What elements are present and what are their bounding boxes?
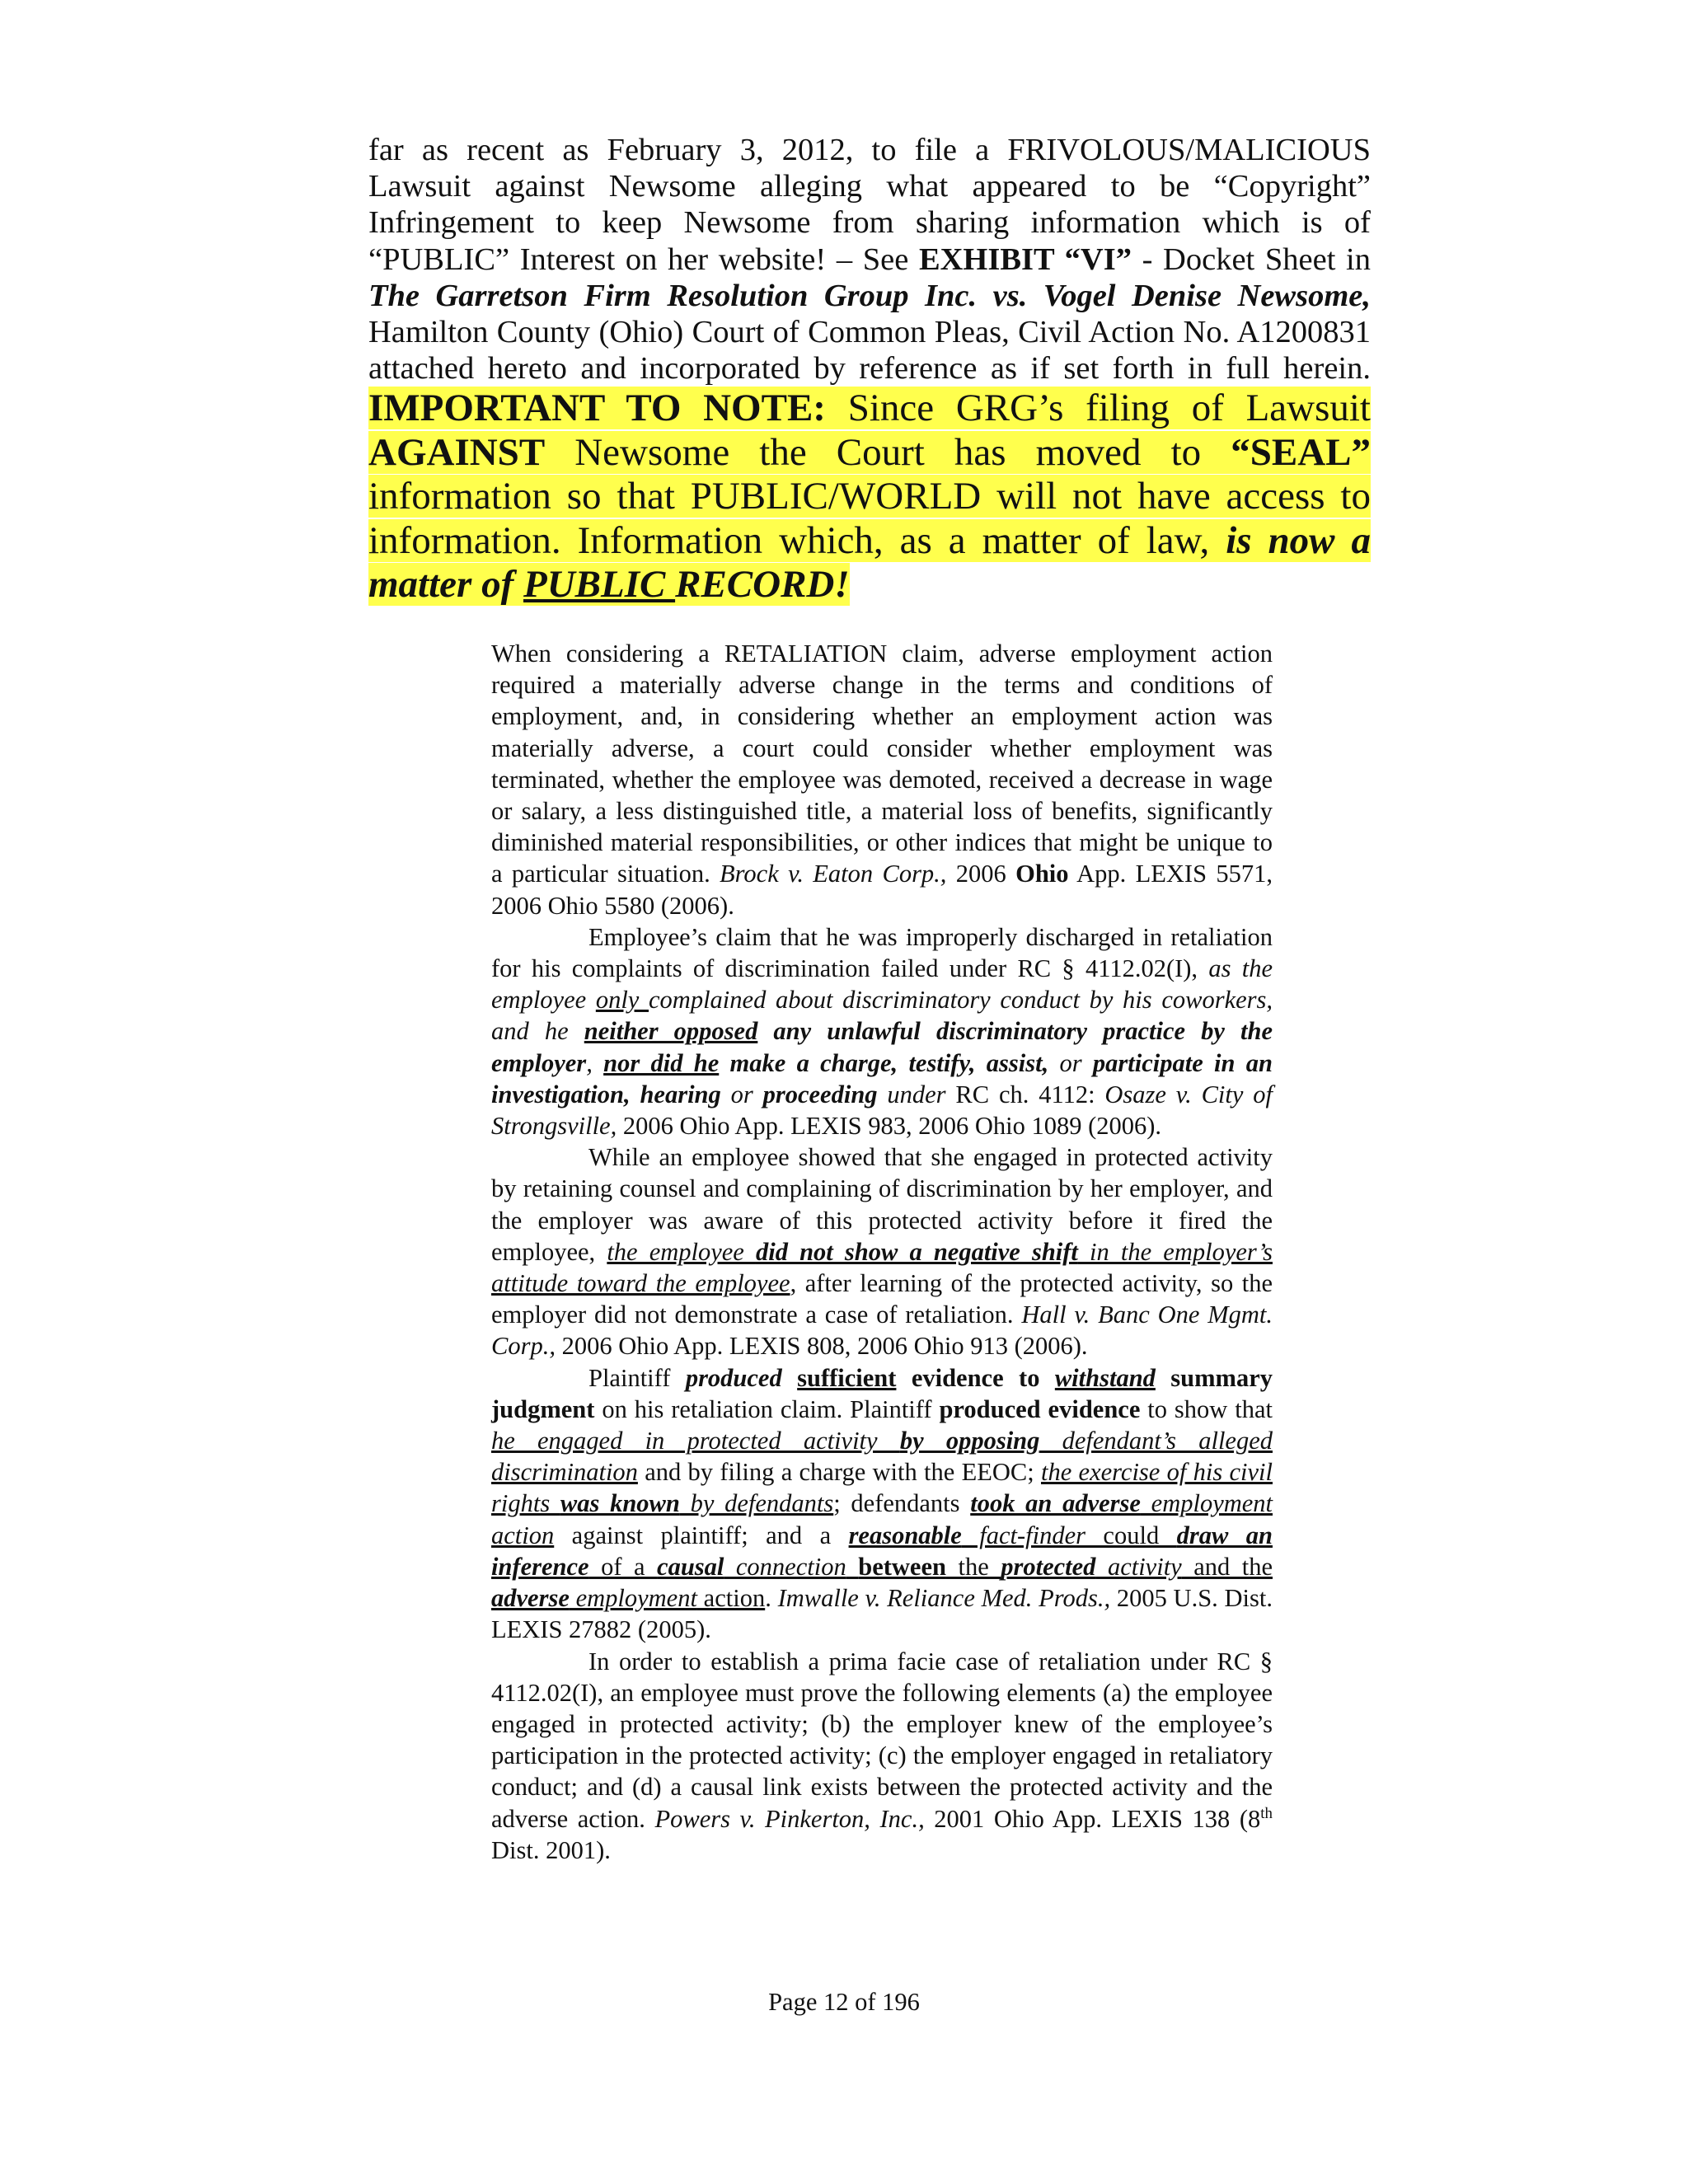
text-run: Hamilton County (Ohio) Court of Common Pleas, Civil Action No. A1200831 attached hereto and incorporated by reference as if set forth in full herein.: [368, 315, 1371, 387]
case-citation: Imwalle v. Reliance Med. Prods.,: [777, 1584, 1111, 1613]
case-citation: Brock v. Eaton Corp.,: [720, 860, 947, 888]
block-quote: [491, 638, 1273, 1866]
case-citation: Hall v. Banc One Mgmt. Corp.,: [491, 1301, 1273, 1361]
quote-paragraph-1: When considering a RETALIATION claim, adverse employment action required a materially adverse change in the terms and conditions of employment, and, in considering whether an employment action was materially adverse, a court could consider whether employment was terminated, whether the employee was demoted, received a decrease in wage or salary, a less distinguished title, a material loss of benefits, significantly diminished material responsibilities, or other indices that might be unique to a particular situation. Brock v. Eaton Corp., 2006 Ohio App. LEXIS 5571, 2006 Ohio 5580 (2006).: [491, 640, 1273, 920]
quote-paragraph-5: In order to establish a prima facie case of retaliation under RC § 4112.02(I), an employee must prove the following elements (a) the employee engaged in protected activity; (b) the employer knew of the employee’s participation in the protected activity; (c) the employer engaged in retaliatory conduct; and (d) a causal link exists between the protected activity and the adverse action. Powers v. Pinkerton, Inc., 2001 Ohio App. LEXIS 138 (8th Dist. 2001).: [491, 1647, 1273, 1864]
text-run: far as recent as February 3, 2012, to file a FRIVOLOUS/MALICIOUS Lawsuit against Newsome alleging what appeared to be “Copyright” Infringement to keep Newsome from sharing information which is of “PUBLIC” Interest on her website! – See: [368, 133, 1371, 277]
case-name: The Garretson Firm Resolution Group Inc. vs. Vogel Denise Newsome,: [368, 278, 1371, 313]
quote-paragraph-3: While an employee showed that she engaged in protected activity by retaining counsel and complaining of discrimination by her employer, and the employer was aware of this protected activity before it fired the employee, the employee did not show a negative shift in the employer’s attitude toward the employee, after learning of the protected activity, so the employer did not demonstrate a case of retaliation. Hall v. Banc One Mgmt. Corp., 2006 Ohio App. LEXIS 808, 2006 Ohio 913 (2006).: [491, 1143, 1273, 1361]
text-run: - Docket Sheet in: [1131, 241, 1371, 277]
exhibit-reference: EXHIBIT “VI”: [918, 241, 1132, 277]
quote-paragraph-2: Employee’s claim that he was improperly discharged in retaliation for his complaints of discrimination failed under RC § 4112.02(I), as the employee only complained about discriminatory conduct by his coworkers, and he neither opposed any unlawful discriminatory practice by the employer, nor did he make a charge, testify, assist, or participate in an investigation, hearing or proceeding under RC ch. 4112: Osaze v. City of Strongsville, 2006 Ohio App. LEXIS 983, 2006 Ohio 1089 (2006).: [491, 922, 1273, 1141]
highlighted-note: IMPORTANT TO NOTE: Since GRG’s filing of Lawsuit AGAINST Newsome the Court has moved to “SEAL” information so that PUBLIC/WORLD will not have access to information. Information which, as a matter of law, is now a matter of PUBLIC RECORD!: [368, 387, 1371, 607]
main-paragraph: [368, 132, 1371, 607]
note-heading: IMPORTANT TO NOTE:: [368, 387, 826, 430]
body-paragraph: [368, 132, 1371, 607]
page-number: Page 12 of 196: [768, 1988, 920, 2016]
case-citation: Osaze v. City of Strongsville,: [491, 1080, 1273, 1141]
case-citation: Powers v. Pinkerton, Inc.,: [654, 1804, 925, 1833]
quote-paragraph-4: Plaintiff produced sufficient evidence to withstand summary judgment on his retaliation claim. Plaintiff produced evidence to show that he engaged in protected activity by opposing defendant’s alleged discrimination and by filing a charge with the EEOC; the exercise of his civil rights was known by defendants; defendants took an adverse employment action against plaintiff; and a reasonable fact-finder could draw an inference of a causal connection between the protected activity and the adverse employment action. Imwalle v. Reliance Med. Prods., 2005 U.S. Dist. LEXIS 27882 (2005).: [491, 1363, 1273, 1644]
